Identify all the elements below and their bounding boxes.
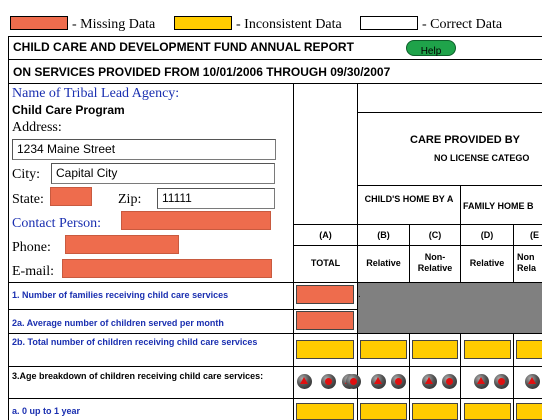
sort-up-icon[interactable]: [422, 374, 437, 389]
row-2b-relative-b-input[interactable]: [360, 340, 407, 359]
help-button[interactable]: [406, 40, 456, 56]
col-e-label: Non Rela: [517, 252, 537, 273]
col-c-label: Non-Relative: [417, 252, 453, 273]
care-provided-header: CARE PROVIDED BY: [410, 134, 521, 146]
legend-missing-swatch: [10, 16, 68, 30]
col-c-letter: (C): [428, 230, 442, 240]
zip-input[interactable]: 11111: [157, 188, 275, 209]
row-2a-label: 2a. Average number of children served per month: [12, 318, 224, 328]
report-period: ON SERVICES PROVIDED FROM 10/01/2006 THROUGH 09/30/2007: [13, 65, 391, 79]
row-3a-nonrelative-c-input[interactable]: [412, 403, 458, 420]
row-3-label: 3.Age breakdown of children receiving child care services:: [12, 371, 264, 381]
col-a-label: TOTAL: [310, 258, 341, 268]
col-d-label: Relative: [469, 258, 505, 268]
legend-missing-label: - Missing Data: [72, 17, 156, 32]
row-2a-total-input[interactable]: [296, 311, 354, 330]
agency-name-label: Name of Tribal Lead Agency:: [12, 86, 180, 101]
table-top-border: [8, 36, 542, 37]
grid-vline-a: [357, 83, 358, 420]
sort-down-icon[interactable]: [494, 374, 509, 389]
sort-up-icon[interactable]: [371, 374, 386, 389]
report-title: CHILD CARE AND DEVELOPMENT FUND ANNUAL REPORT: [13, 40, 354, 54]
legend-inconsistent-swatch: [174, 16, 232, 30]
sort-up-icon[interactable]: [525, 374, 540, 389]
city-label: City:: [12, 167, 41, 182]
email-input[interactable]: [62, 259, 272, 278]
grid-vline-left: [293, 83, 294, 420]
phone-input[interactable]: [65, 235, 179, 254]
grid-hline-header3: [293, 224, 542, 225]
title-divider: [8, 59, 542, 60]
col-b-label: Relative: [366, 258, 401, 268]
row-2b-nonrelative-e-input[interactable]: [516, 340, 542, 359]
grid-hline-header4: [293, 245, 542, 246]
legend-correct-label: - Correct Data: [422, 17, 503, 32]
row-2b-nonrelative-c-input[interactable]: [412, 340, 458, 359]
state-label: State:: [12, 192, 44, 207]
no-license-header: NO LICENSE CATEGO: [434, 153, 530, 163]
row-3a-relative-d-input[interactable]: [464, 403, 511, 420]
sort-up-icon[interactable]: [297, 374, 312, 389]
grid-hline-header2: [357, 185, 542, 186]
row-2a-divider: [8, 333, 542, 334]
col-b-letter: (B): [377, 230, 390, 240]
zip-label: Zip:: [118, 192, 142, 207]
row-3a-total-input[interactable]: [296, 403, 354, 420]
sort-up-icon[interactable]: [474, 374, 489, 389]
contact-person-label: Contact Person:: [12, 216, 102, 231]
row-2b-label: 2b. Total number of children receiving child care services: [12, 337, 258, 347]
period-divider: [8, 83, 542, 84]
sort-down-icon[interactable]: [346, 374, 361, 389]
disabled-cells-block: [358, 283, 542, 333]
address-input[interactable]: 1234 Maine Street: [12, 139, 276, 160]
grid-hline-header1: [357, 112, 542, 113]
row-3-divider: [8, 398, 542, 399]
sort-down-icon[interactable]: [391, 374, 406, 389]
row-3a-label: a. 0 up to 1 year: [12, 406, 81, 416]
agency-name-value: Child Care Program: [12, 103, 125, 117]
col-e-letter: (E: [530, 230, 539, 240]
family-home-header: FAMILY HOME B: [463, 201, 534, 211]
address-label: Address:: [12, 120, 62, 135]
legend-correct-swatch: [360, 16, 418, 30]
row-1-label: 1. Number of families receiving child care services: [12, 290, 229, 300]
col-a-letter: (A): [319, 230, 332, 240]
row-2b-relative-d-input[interactable]: [464, 340, 511, 359]
state-input[interactable]: [50, 187, 92, 206]
legend-inconsistent-label: - Inconsistent Data: [236, 17, 342, 32]
childs-home-header: CHILD'S HOME BY A: [364, 194, 454, 204]
row-2b-divider: [8, 366, 542, 367]
sort-down-icon[interactable]: [442, 374, 457, 389]
row-3a-nonrelative-e-input[interactable]: [516, 403, 542, 420]
table-left-border: [8, 36, 9, 420]
row-1-divider: [8, 309, 358, 310]
phone-label: Phone:: [12, 240, 51, 255]
row-1-dot: .: [358, 289, 361, 300]
sort-down-icon[interactable]: [321, 374, 336, 389]
email-label: E-mail:: [12, 264, 54, 279]
row-3a-relative-b-input[interactable]: [360, 403, 407, 420]
col-d-letter: (D): [480, 230, 494, 240]
help-button-label: Help: [420, 46, 442, 57]
row-1-total-input[interactable]: [296, 285, 354, 304]
city-input[interactable]: Capital City: [51, 163, 275, 184]
contact-person-input[interactable]: [121, 211, 271, 230]
row-2b-total-input[interactable]: [296, 340, 354, 359]
